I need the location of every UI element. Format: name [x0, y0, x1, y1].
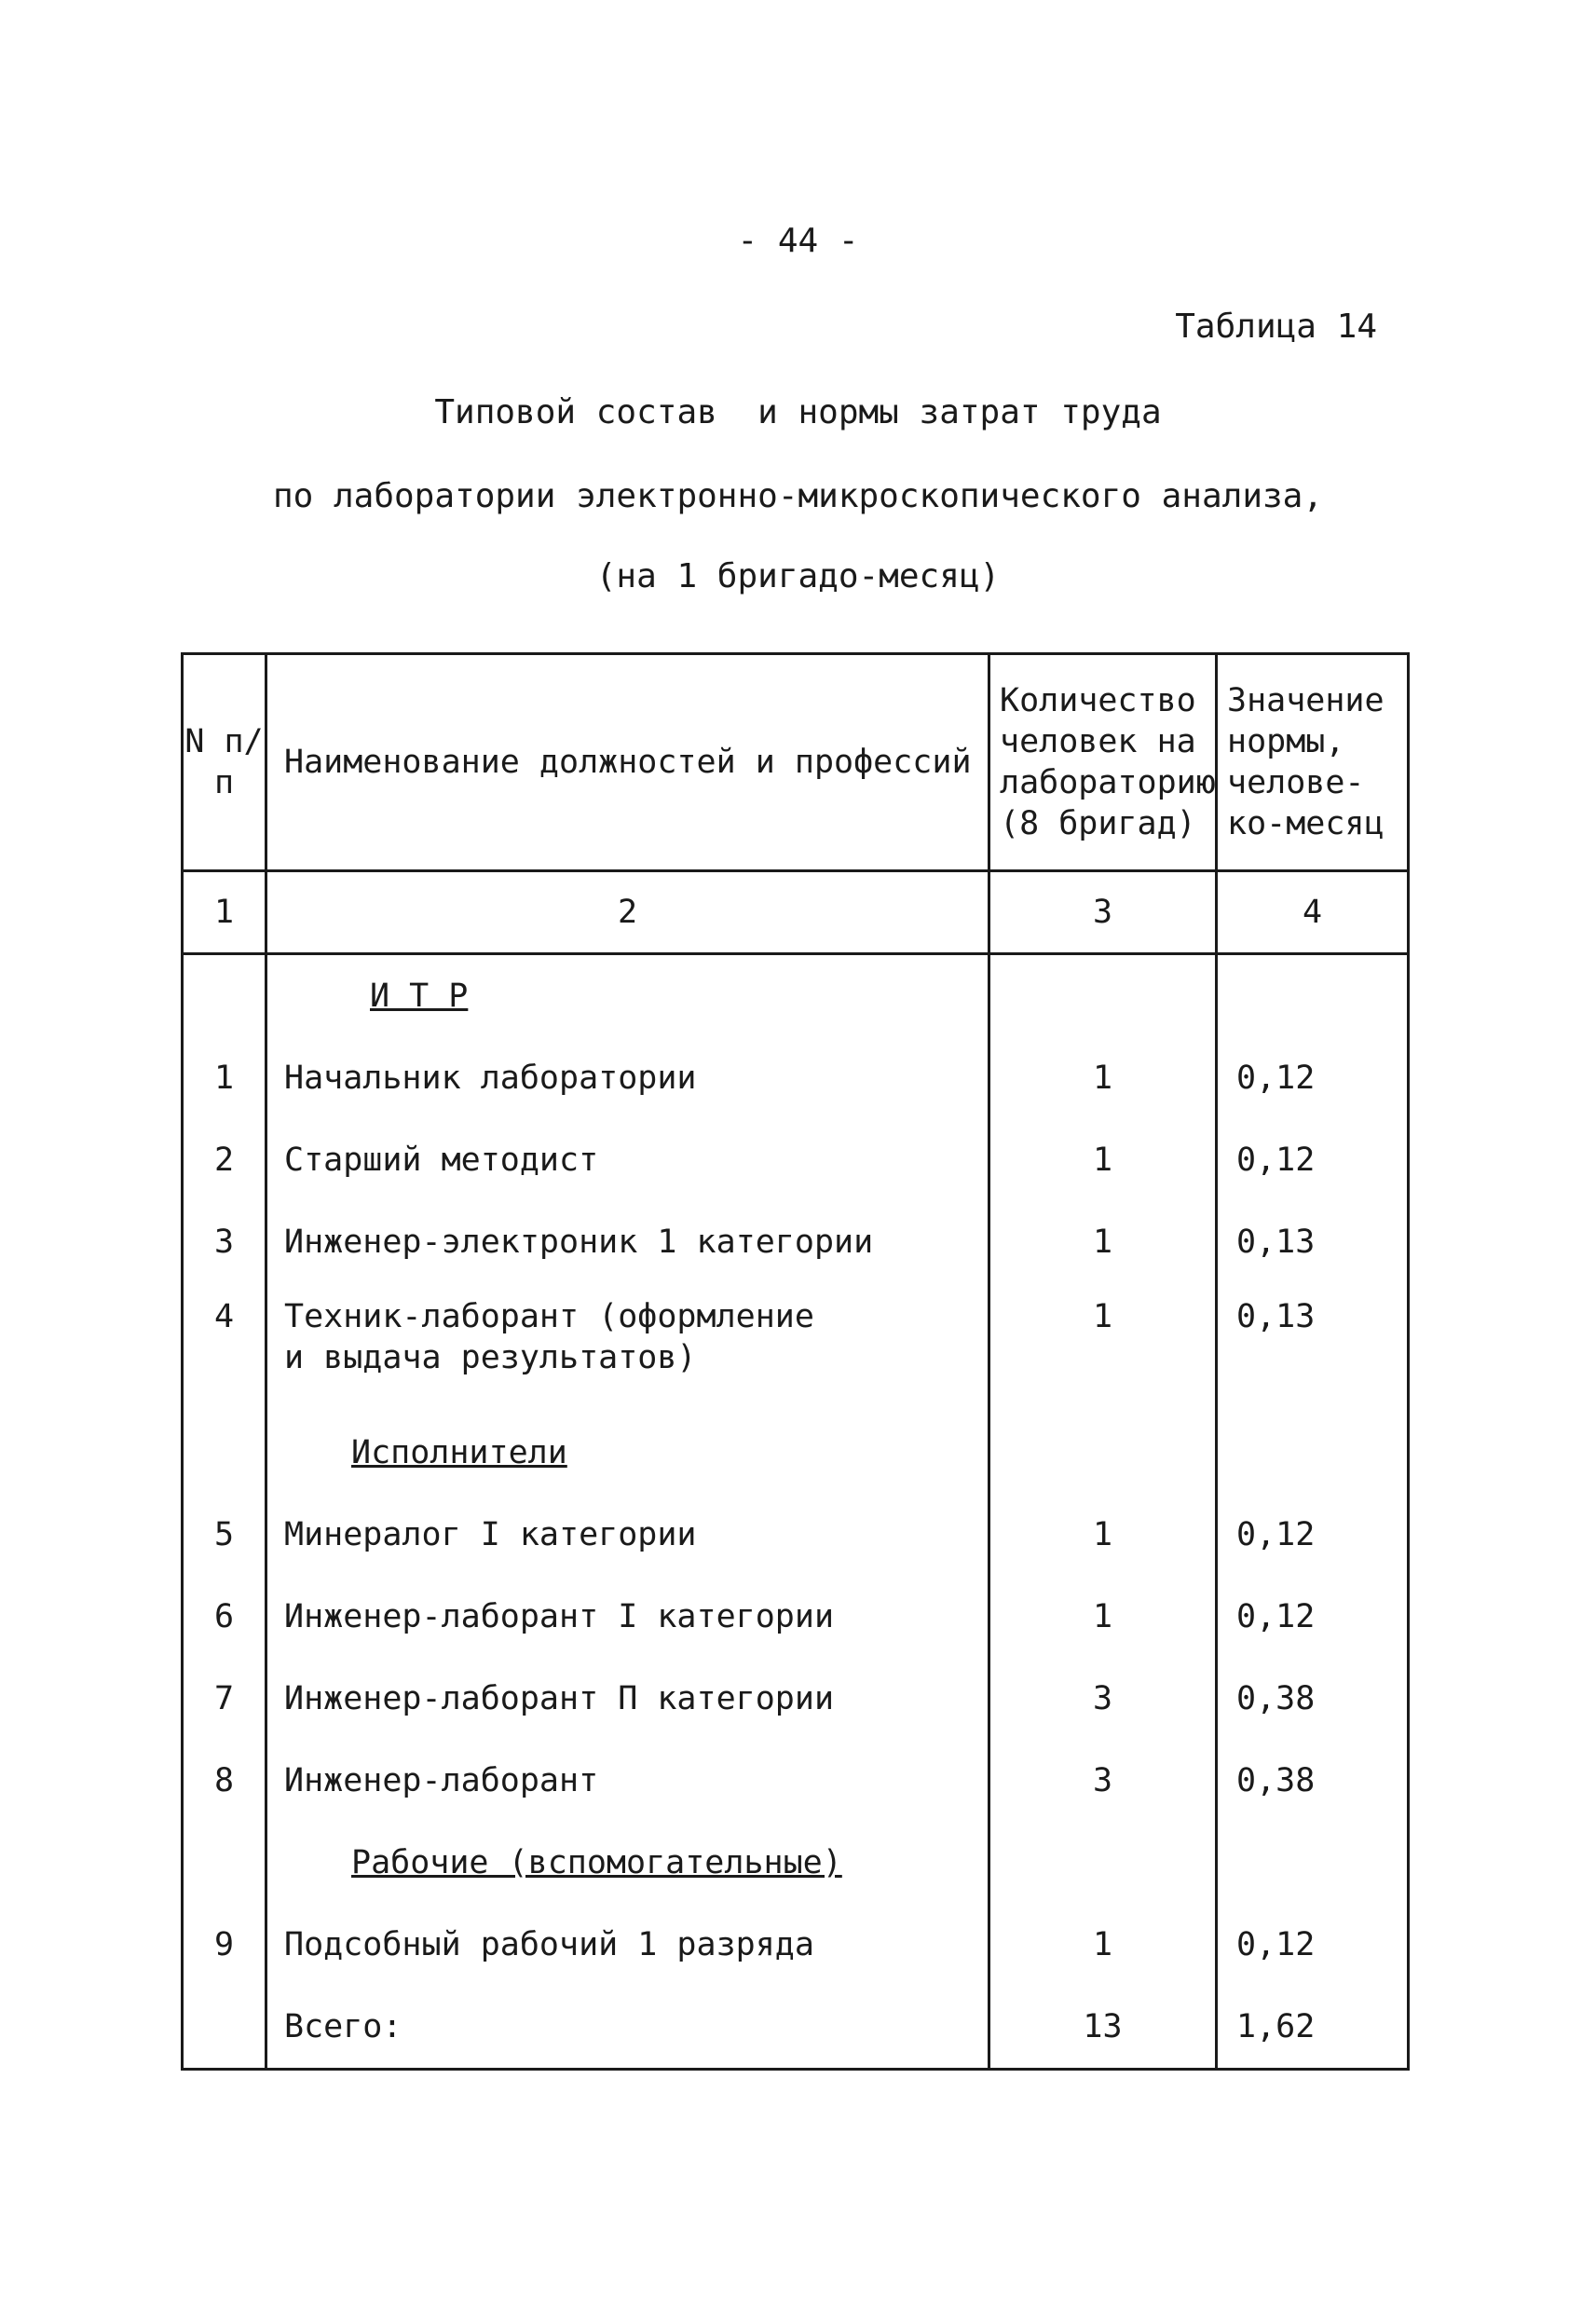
row-norm: 0,38 — [1217, 1740, 1409, 1822]
row-count: 1 — [989, 1904, 1217, 1986]
row-name: Минералог I категории — [266, 1494, 989, 1576]
row-norm: 0,12 — [1217, 1119, 1409, 1201]
row-norm: 0,13 — [1217, 1201, 1409, 1283]
row-number: 6 — [183, 1576, 266, 1658]
table-row — [183, 1283, 1409, 1412]
row-number: 9 — [183, 1904, 266, 1986]
row-number: 4 — [183, 1283, 266, 1412]
row-name: Старший методист — [266, 1119, 989, 1201]
column-number: 1 — [183, 871, 266, 954]
total-norm: 1,62 — [1217, 1986, 1409, 2070]
table-row — [183, 1119, 1409, 1201]
norms-table — [181, 652, 1410, 2071]
row-name: Начальник лаборатории — [266, 1037, 989, 1119]
section-title: Рабочие (вспомогательные) — [351, 1844, 842, 1881]
table-row — [183, 1740, 1409, 1822]
row-name: Инженер-лаборант — [266, 1740, 989, 1822]
row-number: 5 — [183, 1494, 266, 1576]
table-row — [183, 1658, 1409, 1740]
table-title-line-2: по лаборатории электронно-микроскопического анализа, — [272, 477, 1324, 515]
table-row — [183, 1037, 1409, 1119]
column-numbers-row — [183, 871, 1409, 954]
row-number: 2 — [183, 1119, 266, 1201]
row-count: 1 — [989, 1283, 1217, 1412]
column-number: 4 — [1217, 871, 1409, 954]
row-norm: 0,12 — [1217, 1904, 1409, 1986]
column-number: 3 — [989, 871, 1217, 954]
row-number: 3 — [183, 1201, 266, 1283]
section-row — [183, 1822, 1409, 1904]
section-row — [183, 1412, 1409, 1494]
row-number: 8 — [183, 1740, 266, 1822]
row-norm: 0,12 — [1217, 1037, 1409, 1119]
column-header-number: N п/п — [183, 654, 266, 871]
row-number: 7 — [183, 1658, 266, 1740]
row-count: 3 — [989, 1658, 1217, 1740]
row-name: Инженер-лаборант I категории — [266, 1576, 989, 1658]
row-count: 1 — [989, 1576, 1217, 1658]
row-name — [266, 1283, 989, 1412]
row-norm: 0,38 — [1217, 1658, 1409, 1740]
table-row — [183, 1494, 1409, 1576]
row-count: 1 — [989, 1494, 1217, 1576]
row-count: 1 — [989, 1037, 1217, 1119]
table-row — [183, 1201, 1409, 1283]
row-name: Инженер-электроник 1 категории — [266, 1201, 989, 1283]
table-row — [183, 1904, 1409, 1986]
column-header-count: Количество человек на лабораторию (8 бригад) — [989, 654, 1217, 871]
section-row — [183, 954, 1409, 1038]
row-norm: 0,12 — [1217, 1576, 1409, 1658]
column-header-norm: Значение нормы, челове-ко-месяц — [1217, 654, 1409, 871]
row-name-text: Техник-лаборант (оформление и выдача результатов) — [284, 1298, 814, 1376]
total-row — [183, 1986, 1409, 2070]
column-header-name: Наименование должностей и профессий — [266, 654, 989, 871]
table-row — [183, 1576, 1409, 1658]
table-title-line-1: Типовой состав и нормы затрат труда — [434, 393, 1162, 431]
row-name: Инженер-лаборант П категории — [266, 1658, 989, 1740]
table-number: Таблица 14 — [1175, 308, 1377, 346]
row-count: 1 — [989, 1119, 1217, 1201]
row-count: 3 — [989, 1740, 1217, 1822]
row-name: Подсобный рабочий 1 разряда — [266, 1904, 989, 1986]
table-title-line-3: (на 1 бригадо-месяц) — [595, 557, 1001, 595]
section-title: И Т Р — [370, 978, 469, 1015]
total-count: 13 — [989, 1986, 1217, 2070]
row-norm: 0,12 — [1217, 1494, 1409, 1576]
total-label: Всего: — [266, 1986, 989, 2070]
row-count: 1 — [989, 1201, 1217, 1283]
table-header-row — [183, 654, 1409, 871]
row-norm: 0,13 — [1217, 1283, 1409, 1412]
column-number: 2 — [266, 871, 989, 954]
page-number: - 44 - — [737, 222, 859, 260]
row-number: 1 — [183, 1037, 266, 1119]
section-title: Исполнители — [351, 1434, 567, 1471]
